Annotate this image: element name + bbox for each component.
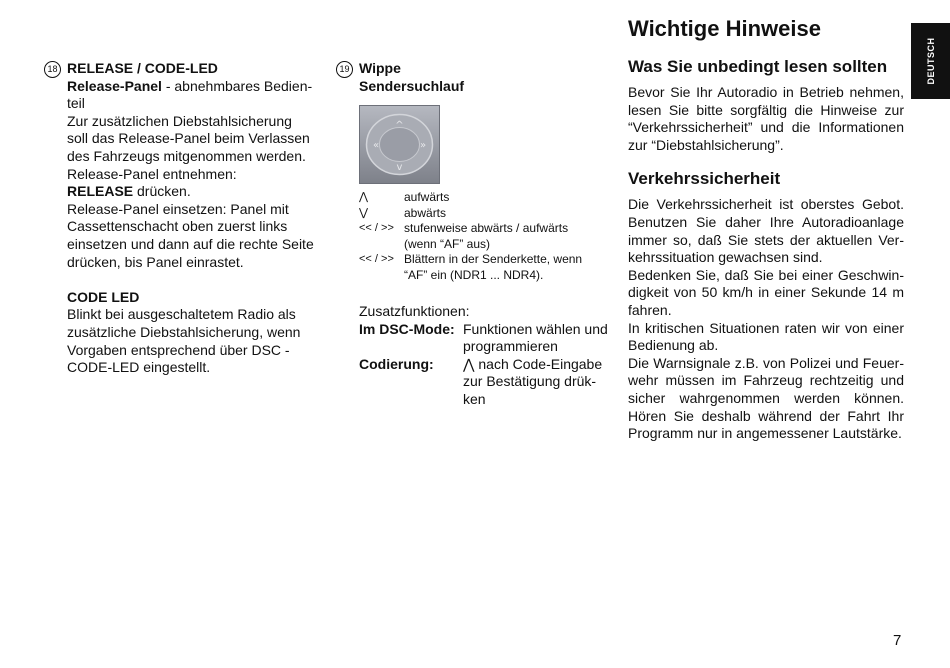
paragraph-line: Benutzen Sie daher Ihre Autoradioanlage <box>628 213 904 230</box>
legend-symbol: << / >> <box>359 253 394 265</box>
paragraph-line: Die Verkehrssicherheit ist oberstes Gebot. <box>628 196 904 213</box>
codierung-line: ken <box>463 390 486 407</box>
paragraph-line: fahren. <box>628 301 672 318</box>
text-line <box>67 183 329 201</box>
text-line <box>67 254 329 272</box>
text-line <box>67 130 329 148</box>
svg-text:«: « <box>372 140 380 151</box>
code-led-heading: CODE LED <box>67 288 140 305</box>
paragraph-line: Bedienung ab. <box>628 337 719 354</box>
language-tab <box>911 23 950 99</box>
paragraph-line: In kritischen Situationen raten wir von einer <box>628 319 904 336</box>
release-heading: RELEASE / CODE-LED <box>67 60 218 76</box>
paragraph-line: lesen Sie bitte sorgfältig die Hinweise zur <box>628 101 904 118</box>
bold-term: RELEASE <box>67 183 134 200</box>
paragraph-line: “Verkehrssicherheit” und die Informationen <box>628 119 904 136</box>
paragraph-line: Programm nur in angemessener Lautstärke. <box>628 425 902 442</box>
dsc-mode-key: Im DSC-Mode: <box>359 320 455 337</box>
text-line <box>67 236 329 254</box>
line-text: Release-Panel einsetzen: Panel mit <box>67 200 289 217</box>
legend-symbol: << / >> <box>359 222 394 234</box>
codierung-line: ⋀ nach Code-Eingabe <box>463 355 603 372</box>
wippe-section <box>359 60 619 95</box>
svg-text:v: v <box>396 162 403 173</box>
bold-term: Release-Panel <box>67 77 162 94</box>
text-line <box>67 166 329 184</box>
line-text: einsetzen und dann auf die rechte Seite <box>67 235 314 252</box>
line-text: soll das Release-Panel beim Verlassen <box>67 130 310 147</box>
paragraph-line: Hören Sie deshalb während der Fahrt Ihr <box>628 407 904 424</box>
paragraph-line: kehrssituation gewachsen sind. <box>628 249 823 266</box>
subheading-verkehrssicherheit: Verkehrssicherheit <box>628 169 781 189</box>
line-text: Cassettenschacht oben zuerst links <box>67 218 288 235</box>
codierung-key: Codierung: <box>359 355 434 372</box>
wichtige-hinweise-section <box>628 14 904 443</box>
subheading-lesen: Was Sie unbedingt lesen sollten <box>628 57 888 76</box>
line-text: drücken, bis Panel einrastet. <box>67 253 244 270</box>
paragraph-line: immer so, daß Sie stets der aktuellen Ver- <box>628 231 904 248</box>
sendersuchlauf-heading: Sendersuchlauf <box>359 77 465 94</box>
legend-text: “AF” ein (NDR1 ... NDR4). <box>404 267 544 282</box>
item-number-18: 18 <box>44 61 61 78</box>
text-line: Vorgaben entsprechend über DSC - <box>67 341 290 358</box>
dsc-line: Funktionen wählen und <box>463 320 608 337</box>
codierung-line: zur Bestätigung drük- <box>463 373 597 390</box>
legend-text: abwärts <box>404 205 447 220</box>
language-tab-label: DEUTSCH <box>925 37 936 85</box>
rocker-switch-illustration <box>359 105 440 184</box>
text-line: zusätzliche Diebstahlsicherung, wenn <box>67 323 301 340</box>
page-number: 7 <box>893 632 902 649</box>
line-text: Release-Panel entnehmen: <box>67 165 237 182</box>
line-text: teil <box>67 95 85 112</box>
dsc-line: programmieren <box>463 338 558 355</box>
legend-text: stufenweise abwärts / aufwärts <box>404 221 569 235</box>
line-text: drücken. <box>133 183 191 200</box>
text-line <box>67 78 329 96</box>
legend-symbol: ⋁ <box>359 206 369 219</box>
legend-text: aufwärts <box>404 190 450 204</box>
page-title: Wichtige Hinweise <box>628 16 821 41</box>
line-text: - abnehmbares Bedien- <box>161 77 313 94</box>
release-code-led-section <box>67 60 329 377</box>
wippe-heading: Wippe <box>359 60 401 76</box>
paragraph-line: zur “Diebstahlsicherung”. <box>628 136 784 153</box>
text-line: Blinkt bei ausgeschaltetem Radio als <box>67 306 296 323</box>
zusatz-title: Zusatzfunktionen: <box>359 303 470 319</box>
item-number-19: 19 <box>336 61 353 78</box>
text-line <box>67 113 329 131</box>
text-line <box>67 148 329 166</box>
paragraph-line: Die Warnsignale z.B. von Polizei und Feuer- <box>628 354 904 371</box>
paragraph-line: Bevor Sie Ihr Autoradio in Betrieb nehmen, <box>628 84 904 100</box>
paragraph-line: digkeit von 50 km/h in einer Sekunde 14 m <box>628 284 904 301</box>
text-line <box>67 95 329 113</box>
paragraph-line: Bedenken Sie, daß Sie bei einer Geschwin- <box>628 266 904 283</box>
text-line: CODE-LED eingestellt. <box>67 359 211 376</box>
legend-symbol: ⋀ <box>359 191 369 203</box>
legend-text: Blättern in der Senderkette, wenn <box>404 252 583 266</box>
legend-text: (wenn “AF” aus) <box>404 236 491 251</box>
paragraph-line: sicher wahrgenommen werden können. <box>628 389 904 406</box>
svg-text:^: ^ <box>395 120 404 131</box>
paragraph-line: wehr müssen im Fahrzeug rechtzeitig und <box>628 372 904 389</box>
svg-text:»: » <box>419 140 427 151</box>
text-line <box>67 218 329 236</box>
line-text: Zur zusätzlichen Diebstahlsicherung <box>67 112 292 129</box>
text-line <box>67 201 329 219</box>
line-text: des Fahrzeugs mitgenommen werden. <box>67 147 306 164</box>
rocker-switch-icon <box>360 106 439 183</box>
